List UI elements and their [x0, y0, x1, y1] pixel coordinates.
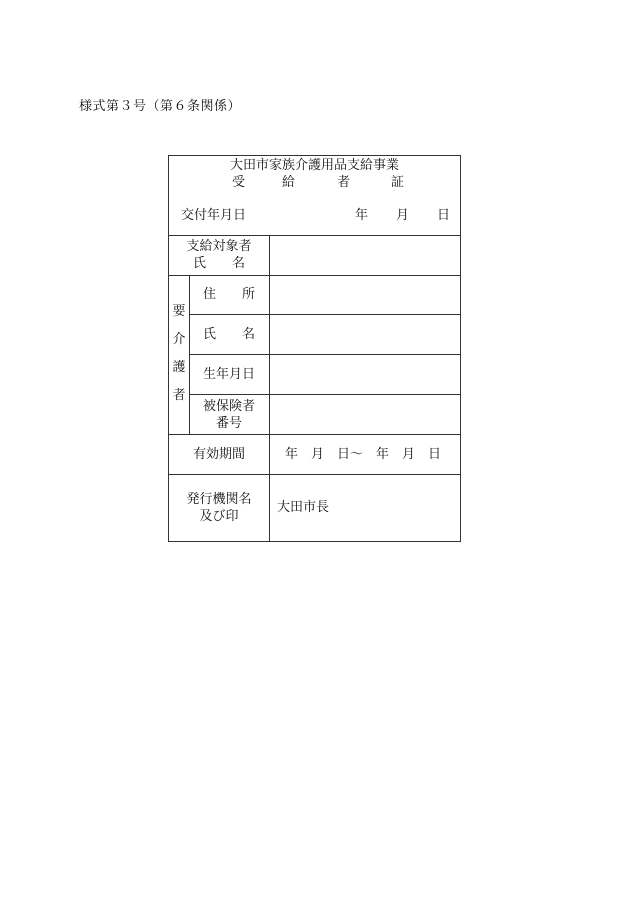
divider: [189, 314, 460, 315]
birthdate-label: 生年月日: [202, 367, 255, 382]
insured-number-label-line2: 番号: [215, 416, 242, 431]
address-label: 住 所: [202, 287, 255, 302]
column-divider: [269, 235, 270, 541]
care-group-char-1: 要: [172, 304, 186, 319]
care-group-char-4: 者: [172, 388, 186, 403]
issue-date-label: 交付年月日: [181, 208, 247, 223]
divider: [169, 434, 460, 435]
issuer-label-line2: 及び印: [199, 509, 239, 524]
divider: [189, 394, 460, 395]
name-label: 氏 名: [202, 327, 255, 342]
issue-date-month: 月: [396, 208, 410, 223]
issue-date-year: 年: [355, 208, 369, 223]
issuer-value: 大田市長: [277, 500, 330, 515]
form-number-label: 様式第３号（第６条関係）: [79, 99, 242, 114]
validity-label: 有効期間: [192, 447, 245, 462]
insured-number-label-line1: 被保険者: [202, 399, 255, 414]
recipient-certificate-card: [168, 155, 461, 542]
issuer-label-line1: 発行機関名: [186, 492, 252, 507]
recipient-label-line2: 氏 名: [192, 256, 245, 271]
validity-value: 年 月 日～ 年 月 日: [285, 447, 442, 462]
issue-date-day: 日: [437, 208, 451, 223]
divider: [169, 235, 460, 236]
care-group-char-3: 護: [172, 360, 186, 375]
title-char-4: 証: [391, 175, 405, 190]
title-char-3: 者: [337, 175, 351, 190]
care-group-char-2: 介: [172, 332, 186, 347]
title-char-1: 受: [232, 175, 246, 190]
divider: [189, 354, 460, 355]
divider: [169, 474, 460, 475]
title-char-2: 給: [282, 175, 296, 190]
divider: [169, 275, 460, 276]
card-title: 大田市家族介護用品支給事業: [229, 158, 399, 173]
recipient-label-line1: 支給対象者: [186, 239, 252, 254]
